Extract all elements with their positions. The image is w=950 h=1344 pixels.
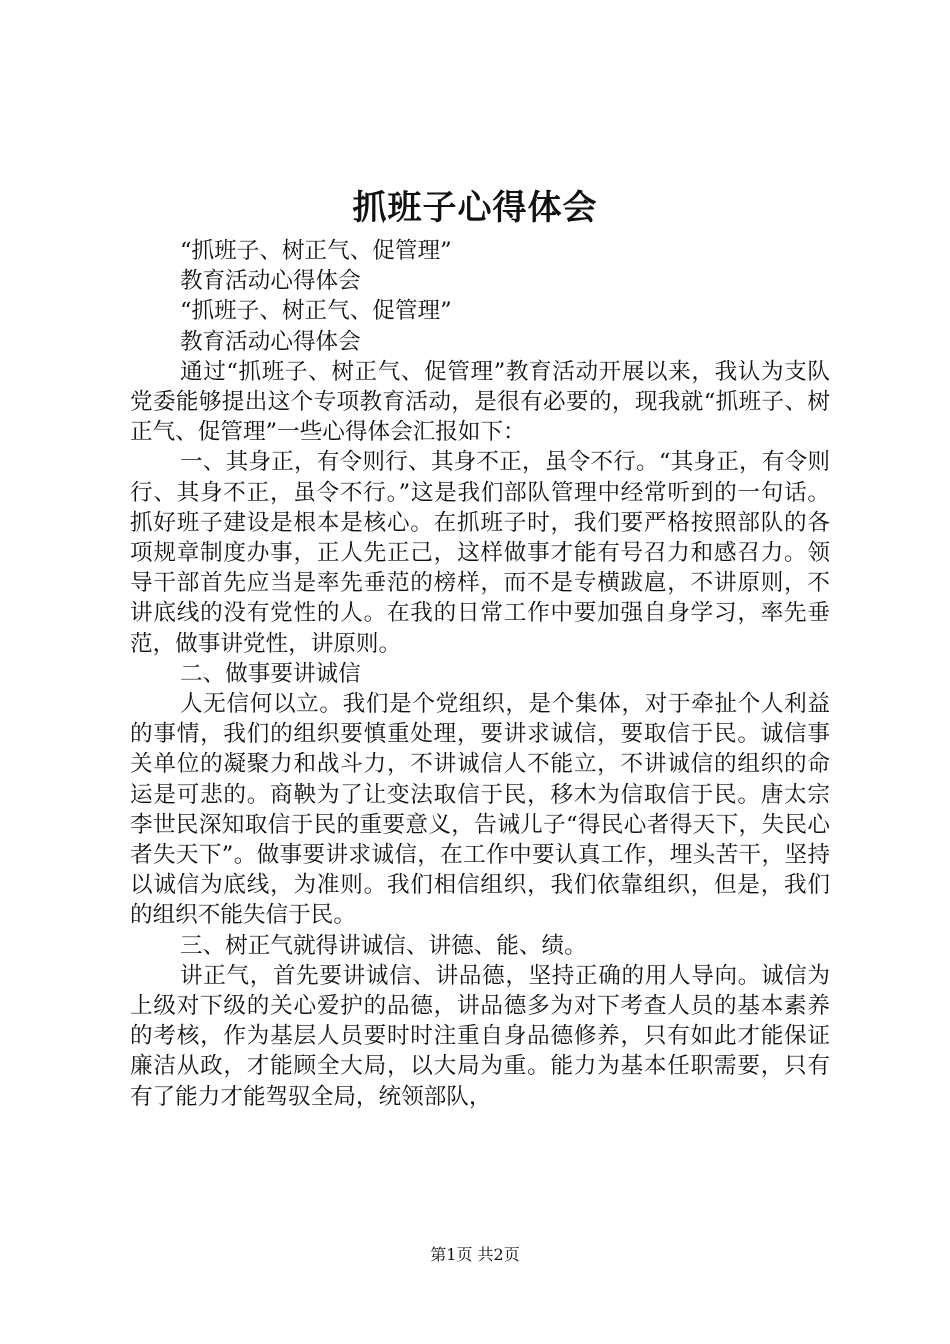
paragraph: 教育活动心得体会 bbox=[180, 268, 361, 295]
paragraph: 通过“抓班子、树正气、促管理”教育活动开展以来，我认为支队党委能够提出这个专项教育活动，是很有必要的，现我就“抓班子、树正气、促管理”一些心得体会汇报如下： bbox=[130, 358, 830, 446]
page-footer: 第1页 共2页 bbox=[430, 1245, 520, 1264]
paragraph: 一、其身正，有令则行、其身不正，虽令不行。“其身正，有令则行、其身不正，虽令不行。”这是我们部队管理中经常听到的一句话。抓好班子建设是根本是核心。在抓班子时，我们要严格按照部队的各项规章制度办事，正人先正己，这样做事才能有号召力和感召力。领导干部首先应当是率先垂范的榜样，而不是专横跋扈，不讲原则，不讲底线的没有党性的人。在我的日常工作中要加强自身学习，率先垂范，做事讲党性，讲原则。 bbox=[130, 449, 830, 657]
document-body bbox=[130, 236, 830, 1112]
paragraph: 教育活动心得体会 bbox=[180, 328, 361, 355]
paragraph: “抓班子、树正气、促管理” bbox=[180, 298, 452, 325]
paragraph: 人无信何以立。我们是个党组织，是个集体，对于牵扯个人利益的事情，我们的组织要慎重处理，要讲求诚信，要取信于民。诚信事关单位的凝聚力和战斗力，不讲诚信人不能立，不讲诚信的组织的命运是可悲的。商鞅为了让变法取信于民，移木为信取信于民。唐太宗李世民深知取信于民的重要意义，告诫儿子“得民心者得天下，失民心者失天下”。做事要讲求诚信，在工作中要认真工作，埋头苦干，坚持以诚信为底线，为准则。我们相信组织，我们依靠组织，但是，我们的组织不能失信于民。 bbox=[130, 691, 830, 929]
paragraph: 讲正气，首先要讲诚信、讲品德，坚持正确的用人导向。诚信为上级对下级的关心爱护的品德，讲品德多为对下考查人员的基本素养的考核，作为基层人员要时时注重自身品德修养，只有如此才能保证廉洁从政，才能顾全大局，以大局为重。能力为基本任职需要，只有有了能力才能驾驭全局，统领部队， bbox=[130, 962, 830, 1110]
paragraph: “抓班子、树正气、促管理” bbox=[180, 238, 452, 264]
document-title: 抓班子心得体会 bbox=[352, 188, 598, 228]
section-heading: 三、树正气就得讲诚信、讲德、能、绩。 bbox=[180, 932, 587, 959]
section-heading: 二、做事要讲诚信 bbox=[180, 660, 361, 687]
